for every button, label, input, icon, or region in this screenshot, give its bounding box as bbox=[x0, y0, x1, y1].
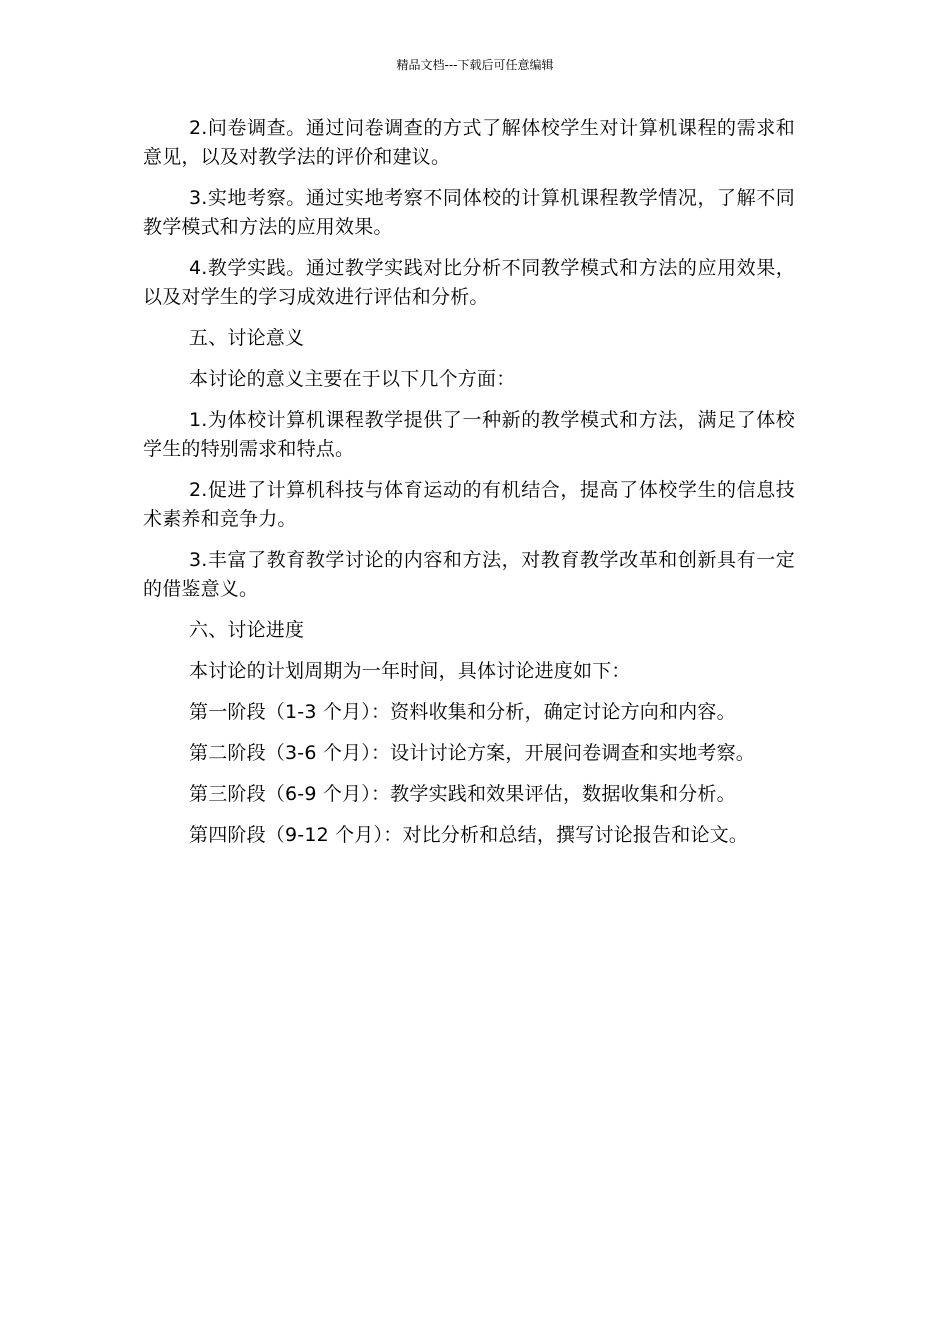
paragraph-field-study: 3.实地考察。通过实地考察不同体校的计算机课程教学情况，了解不同教学模式和方法的应用效果。 bbox=[143, 187, 795, 238]
paragraph-stage-3: 第三阶段（6-9 个月）：教学实践和效果评估，数据收集和分析。 bbox=[189, 783, 736, 805]
paragraph-stage-4: 第四阶段（9-12 个月）：对比分析和总结，撰写讨论报告和论文。 bbox=[189, 824, 749, 846]
paragraph-stage-1: 第一阶段（1-3 个月）：资料收集和分析，确定讨论方向和内容。 bbox=[189, 701, 736, 723]
paragraph-teaching-practice: 4.教学实践。通过教学实践对比分析不同教学模式和方法的应用效果，以及对学生的学习成效进行评估和分析。 bbox=[143, 257, 795, 308]
paragraph-progress-intro: 本讨论的计划周期为一年时间，具体讨论进度如下： bbox=[189, 660, 631, 682]
section-heading-significance: 五、讨论意义 bbox=[189, 327, 305, 349]
document-body bbox=[143, 114, 795, 862]
paragraph-significance-3: 3.丰富了教育教学讨论的内容和方法，对教育教学改革和创新具有一定的借鉴意义。 bbox=[143, 549, 795, 600]
paragraph-significance-intro: 本讨论的意义主要在于以下几个方面： bbox=[189, 368, 516, 390]
section-heading-progress: 六、讨论进度 bbox=[189, 619, 305, 641]
paragraph-stage-2: 第二阶段（3-6 个月）：设计讨论方案，开展问卷调查和实地考察。 bbox=[189, 742, 755, 764]
paragraph-significance-1: 1.为体校计算机课程教学提供了一种新的教学模式和方法，满足了体校学生的特别需求和特点。 bbox=[143, 409, 795, 460]
page-header: 精品文档---下载后可任意编辑 bbox=[396, 58, 554, 72]
paragraph-questionnaire: 2.问卷调查。通过问卷调查的方式了解体校学生对计算机课程的需求和意见，以及对教学法的评价和建议。 bbox=[143, 117, 795, 168]
paragraph-significance-2: 2.促进了计算机科技与体育运动的有机结合，提高了体校学生的信息技术素养和竞争力。 bbox=[143, 479, 795, 530]
